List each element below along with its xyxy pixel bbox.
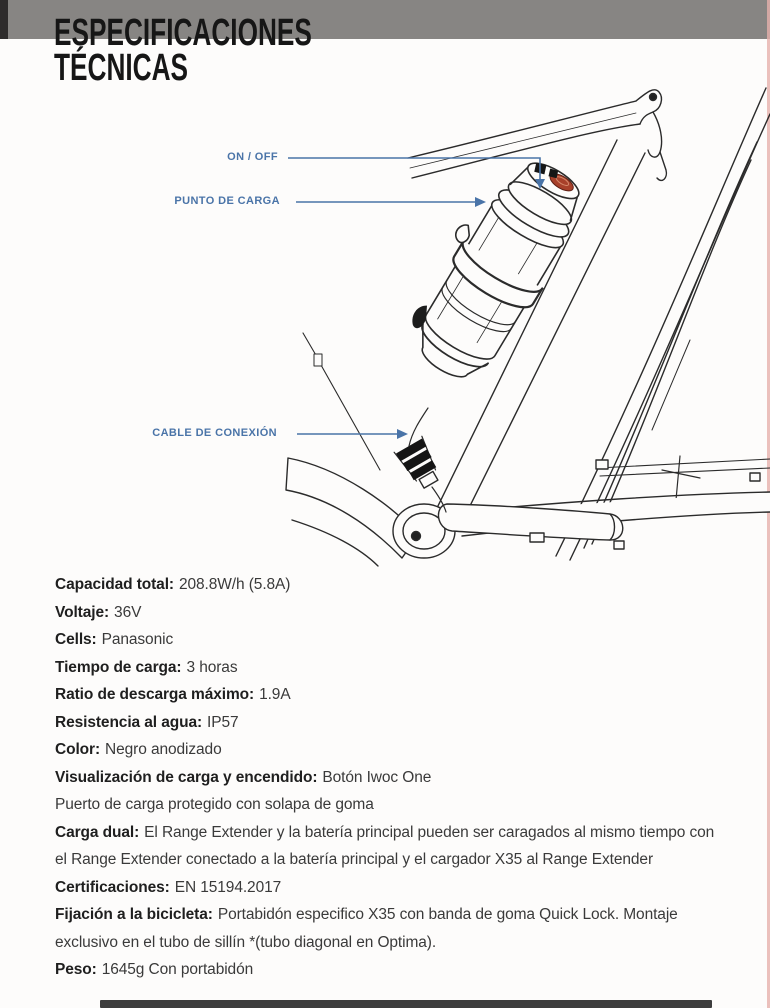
spec-row [55,874,715,902]
spec-row [55,901,715,956]
charge-point-label: PUNTO DE CARGA [174,195,280,207]
spec-value: IP57 [207,713,239,731]
spec-row [55,626,715,654]
spec-label: Tiempo de carga: [55,658,182,676]
spec-value: Puerto de carga protegido con solapa de goma [55,796,374,813]
spec-row [55,819,715,874]
spec-label: Capacidad total: [55,576,174,593]
spec-value: 208.8W/h (5.8A) [178,576,291,593]
spec-label: Cells: [55,631,97,648]
spec-label: Color: [55,741,101,758]
spec-label: Ratio de descarga máximo: [55,686,255,703]
spec-label: Voltaje: [55,603,110,621]
spec-label: Carga dual: [55,823,140,841]
cable-label: CABLE DE CONEXIÓN [152,427,277,439]
spec-value: 1645g Con portabidón [101,961,254,978]
spec-value: Panasonic [101,631,174,648]
spec-row [55,791,715,819]
spec-value: Negro anodizado [105,741,222,758]
spec-list [55,571,715,984]
spec-label: Resistencia al agua: [55,713,203,731]
spec-row [55,654,715,682]
spec-row [55,709,715,737]
spec-row [55,571,715,599]
spec-label: Visualización de carga y encendido: [55,768,318,786]
spec-row [55,764,715,792]
on-off-arrow [288,158,540,180]
spec-value: Botón Iwoc One [322,768,432,786]
spec-row [55,599,715,627]
spec-value: 3 horas [186,658,238,676]
spec-value: 1.9A [259,686,291,703]
next-section-bar [100,1000,712,1008]
spec-label: Peso: [55,961,97,978]
page-title-line1: ESPECIFICACIONES [54,12,312,54]
spec-label: Certificaciones: [55,878,170,896]
spec-row [55,736,715,764]
page-title-line2: TÉCNICAS [54,47,189,89]
spec-value: 36V [114,603,142,621]
spec-row [55,681,715,709]
spec-value: EN 15194.2017 [174,878,282,896]
spec-row [55,956,715,984]
on-off-label: ON / OFF [227,151,278,163]
spec-label: Fijación a la bicicleta: [55,906,213,923]
spec-value: El Range Extender y la batería principal pueden ser caragados al mismo tiempo con el Range Extender conectado a la batería principal y el cargador X35 al Range Extender [55,823,715,868]
spec-value: Portabidón especifico X35 con banda de goma Quick Lock. Montaje exclusivo en el tubo de sillín *(tubo diagonal en Optima). [55,906,678,951]
